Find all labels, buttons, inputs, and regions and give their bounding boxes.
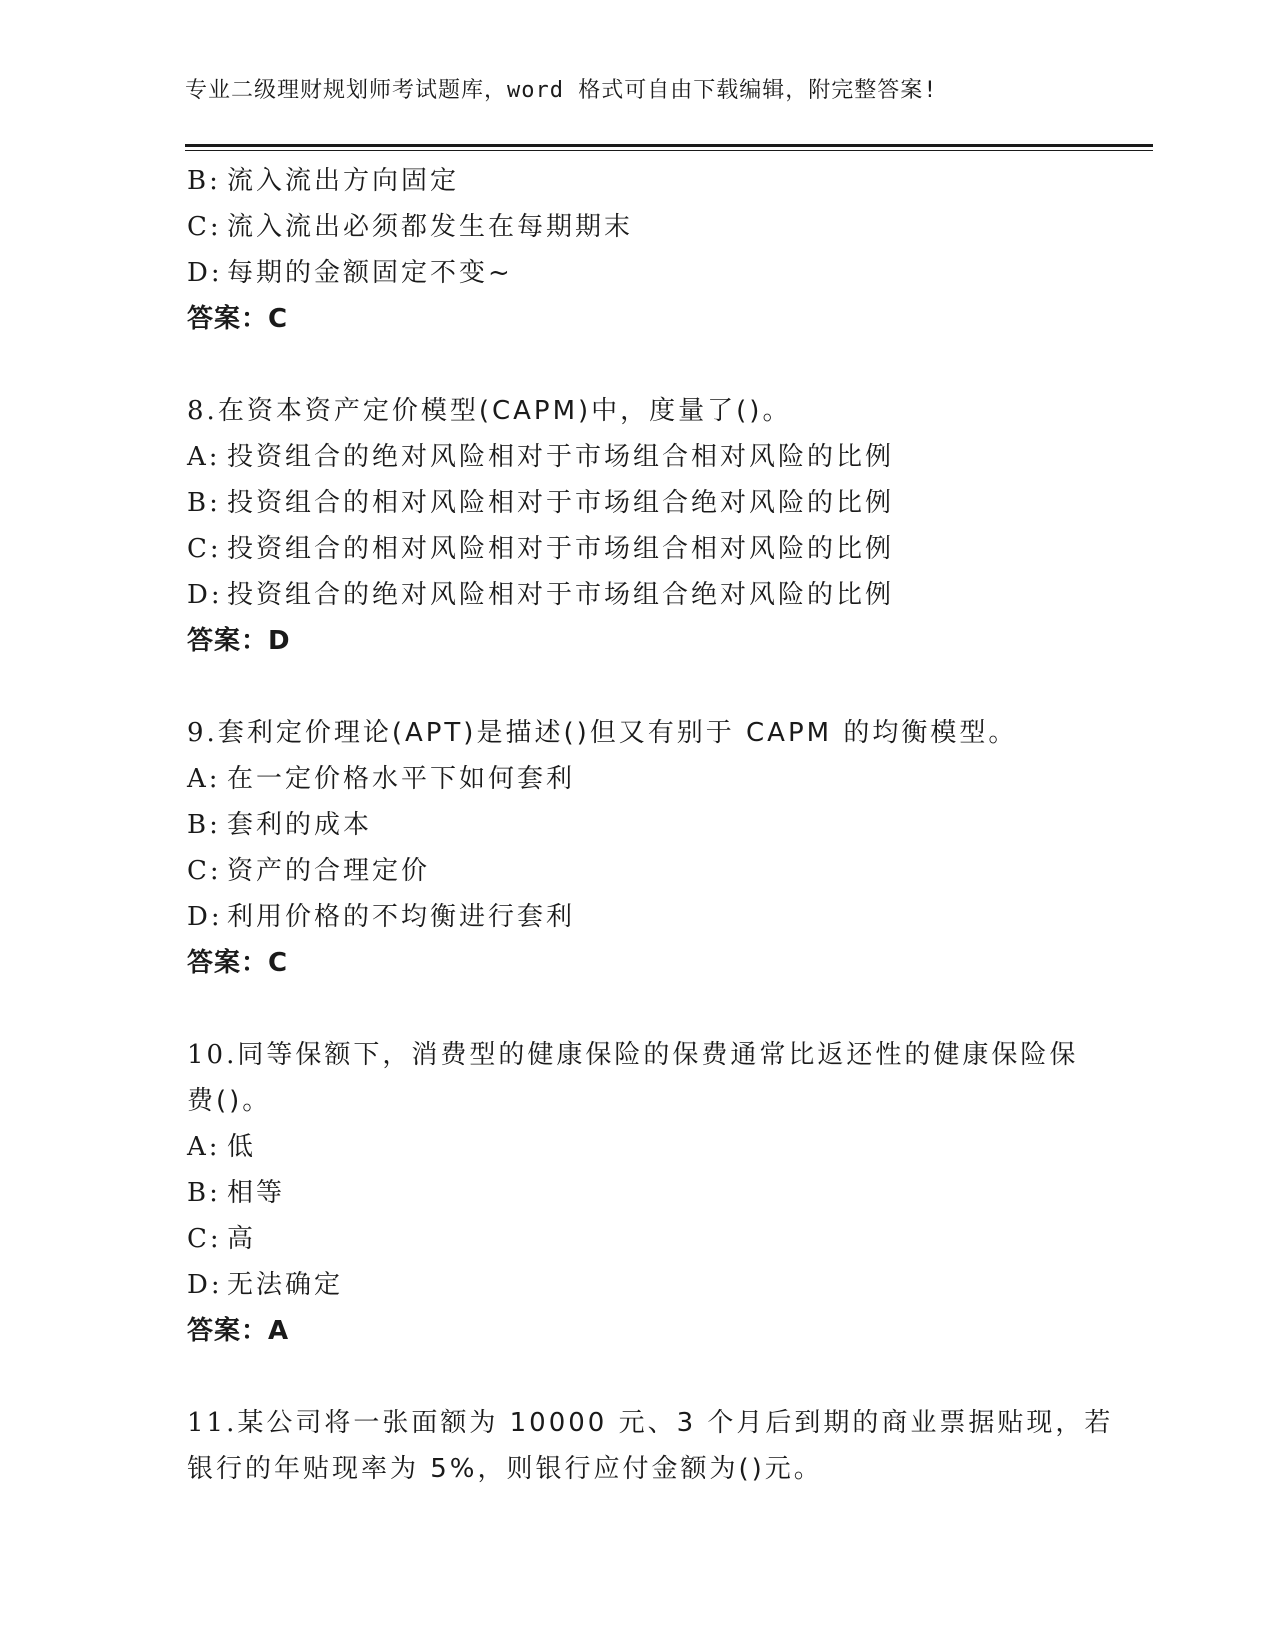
q9-answer: 答案：C <box>187 948 289 978</box>
q8-option-c <box>187 526 1087 572</box>
option-text: 资产的合理定价 <box>227 856 431 886</box>
question-number: 11. <box>187 1408 238 1438</box>
q10-option-b <box>187 1170 1087 1216</box>
option-key: B: <box>187 488 221 518</box>
option-text: 流入流出方向固定 <box>227 166 460 196</box>
q9-stem <box>187 710 1087 756</box>
option-key: C: <box>187 534 222 564</box>
option-text: 每期的金额固定不变~ <box>227 258 513 288</box>
q7-option-d <box>187 250 1087 296</box>
q8-stem <box>187 388 1087 434</box>
option-text: 套利的成本 <box>227 810 373 840</box>
question-7 <box>187 158 1087 342</box>
q8-option-d <box>187 572 1087 618</box>
header-rule-thick <box>185 144 1153 147</box>
q10-option-a <box>187 1124 1087 1170</box>
spacer <box>187 342 1087 388</box>
question-stem: 套利定价理论(APT)是描述()但又有别于 CAPM 的均衡模型。 <box>217 718 1018 748</box>
option-text: 投资组合的绝对风险相对于市场组合绝对风险的比例 <box>227 580 895 610</box>
question-10 <box>187 1032 1087 1354</box>
q9-option-d <box>187 894 1087 940</box>
q8-answer: 答案：D <box>187 626 291 656</box>
q10-stem-line-1 <box>187 1032 1087 1078</box>
option-text: 投资组合的相对风险相对于市场组合相对风险的比例 <box>227 534 895 564</box>
option-key: B: <box>187 810 221 840</box>
option-key: D: <box>187 258 223 288</box>
question-11 <box>187 1400 1114 1492</box>
q7-answer: 答案：C <box>187 304 289 334</box>
option-key: C: <box>187 856 222 886</box>
spacer <box>187 1354 1087 1400</box>
option-text: 相等 <box>227 1178 286 1208</box>
spacer <box>187 664 1087 710</box>
spacer <box>187 986 1087 1032</box>
q10-option-d <box>187 1262 1087 1308</box>
question-stem: 同等保额下，消费型的健康保险的保费通常比返还性的健康保险保 <box>237 1040 1079 1070</box>
q10-option-c <box>187 1216 1087 1262</box>
document-header: 专业二级理财规划师考试题库，word 格式可自由下载编辑，附完整答案! <box>185 78 938 103</box>
question-stem: 在资本资产定价模型(CAPM)中，度量了()。 <box>217 396 792 426</box>
question-number: 9. <box>187 718 218 748</box>
option-key: C: <box>187 212 222 242</box>
question-9 <box>187 710 1087 986</box>
q7-option-c <box>187 204 1087 250</box>
option-key: D: <box>187 902 223 932</box>
option-text: 高 <box>227 1224 257 1254</box>
q9-option-b <box>187 802 1087 848</box>
option-key: B: <box>187 166 221 196</box>
question-8 <box>187 388 1087 664</box>
q8-option-a <box>187 434 1087 480</box>
q10-stem-line-2: 费()。 <box>187 1086 272 1116</box>
header-rule-thin <box>185 150 1153 151</box>
q10-answer: 答案：A <box>187 1316 290 1346</box>
q8-option-b <box>187 480 1087 526</box>
option-key: A: <box>187 1132 221 1162</box>
exam-content <box>187 158 1114 1492</box>
option-key: A: <box>187 764 221 794</box>
option-key: C: <box>187 1224 222 1254</box>
option-text: 流入流出必须都发生在每期期末 <box>227 212 634 242</box>
option-text: 无法确定 <box>227 1270 344 1300</box>
q9-option-a <box>187 756 1087 802</box>
option-key: D: <box>187 1270 223 1300</box>
option-text: 投资组合的相对风险相对于市场组合绝对风险的比例 <box>227 488 895 518</box>
question-number: 10. <box>187 1040 238 1070</box>
option-text: 利用价格的不均衡进行套利 <box>227 902 576 932</box>
question-number: 8. <box>187 396 218 426</box>
q7-option-b <box>187 158 1087 204</box>
q9-option-c <box>187 848 1087 894</box>
option-key: B: <box>187 1178 221 1208</box>
option-key: D: <box>187 580 223 610</box>
option-text: 投资组合的绝对风险相对于市场组合相对风险的比例 <box>227 442 895 472</box>
option-text: 在一定价格水平下如何套利 <box>227 764 576 794</box>
option-text: 低 <box>227 1132 257 1162</box>
option-key: A: <box>187 442 221 472</box>
question-stem: 某公司将一张面额为 10000 元、3 个月后到期的商业票据贴现，若 <box>237 1408 1114 1438</box>
q11-stem-line-1 <box>187 1400 1114 1446</box>
q11-stem-line-2: 银行的年贴现率为 5%，则银行应付金额为()元。 <box>187 1454 823 1484</box>
